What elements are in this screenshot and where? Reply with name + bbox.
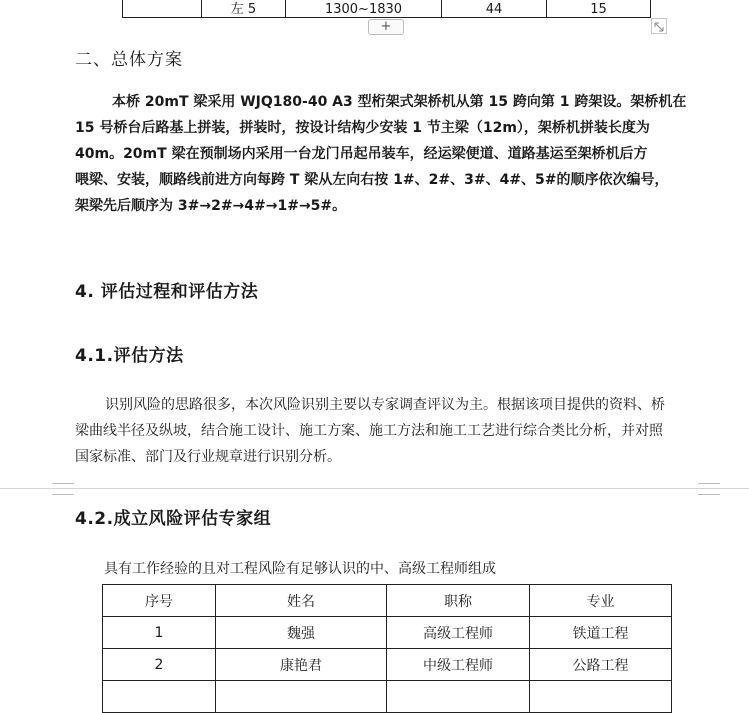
table-header-cell[interactable]: 姓名 <box>216 585 387 617</box>
table-cell[interactable]: 1 <box>103 617 216 649</box>
paragraph-line: 15 号桥台后路基上拼装，拼装时，按设计结构少安装 1 节主梁（12m），架桥机拼装长度为 <box>75 120 650 136</box>
paragraph-line: 40m。20mT 梁在预制场内采用一台龙门吊起吊装车，经运梁便道、道路基运至架桥机后方 <box>75 146 648 162</box>
table-row <box>123 0 651 18</box>
table-resize-handle[interactable] <box>651 18 667 34</box>
overall-plan-paragraph <box>75 89 705 219</box>
add-table-row-button[interactable]: + <box>368 19 404 35</box>
page-margin-mark <box>52 483 74 495</box>
table-header-cell[interactable]: 职称 <box>387 585 530 617</box>
resize-arrows-icon <box>652 20 666 34</box>
table-cell[interactable]: 2 <box>103 649 216 681</box>
paragraph-line: 本桥 20mT 梁采用 WJQ180-40 A3 型桁架式架桥机从第 15 跨向第 1 跨架设。架桥机在 <box>112 94 687 110</box>
section-heading-evaluation-method: 4.1.评估方法 <box>75 346 184 366</box>
table-cell[interactable]: 康艳君 <box>216 649 387 681</box>
table-header-row <box>103 585 672 617</box>
table-cell[interactable] <box>216 681 387 713</box>
table-cell[interactable]: 魏强 <box>216 617 387 649</box>
table-cell[interactable]: 1300~1830 <box>286 0 442 18</box>
previous-table-fragment <box>122 0 651 18</box>
paragraph-line: 架梁先后顺序为 3#→2#→4#→1#→5#。 <box>75 198 347 214</box>
table-cell[interactable] <box>387 681 530 713</box>
table-header-cell[interactable]: 专业 <box>530 585 672 617</box>
table-cell[interactable]: 中级工程师 <box>387 649 530 681</box>
expert-group-intro: 具有工作经验的且对工程风险有足够认识的中、高级工程师组成 <box>104 561 496 577</box>
section-heading-overall-plan: 二、总体方案 <box>75 50 183 70</box>
table-row <box>103 649 672 681</box>
table-cell[interactable]: 15 <box>547 0 651 18</box>
table-cell[interactable] <box>530 681 672 713</box>
page-break-divider <box>0 488 749 489</box>
table-cell[interactable] <box>103 681 216 713</box>
expert-table <box>102 584 672 713</box>
table-row <box>103 681 672 713</box>
table-header-cell[interactable]: 序号 <box>103 585 216 617</box>
table-cell[interactable]: 44 <box>442 0 547 18</box>
paragraph-line: 国家标准、部门及行业规章进行识别分析。 <box>75 449 341 465</box>
table-cell[interactable]: 铁道工程 <box>530 617 672 649</box>
table-row <box>103 617 672 649</box>
page-margin-mark <box>698 483 720 495</box>
section-heading-expert-group: 4.2.成立风险评估专家组 <box>75 509 272 529</box>
paragraph-line: 喂梁、安装，顺路线前进方向每跨 T 梁从左向右按 1#、2#、3#、4#、5#的顺序依次编号， <box>75 172 669 188</box>
table-cell[interactable]: 左 5 <box>202 0 286 18</box>
table-cell[interactable] <box>123 0 202 18</box>
paragraph-line: 梁曲线半径及纵坡，结合施工设计、施工方案、施工方法和施工工艺进行综合类比分析，并对照 <box>75 423 663 439</box>
section-heading-evaluation: 4. 评估过程和评估方法 <box>75 282 259 302</box>
paragraph-line: 识别风险的思路很多，本次风险识别主要以专家调查评议为主。根据该项目提供的资料、桥 <box>105 397 665 413</box>
evaluation-method-paragraph <box>75 392 705 470</box>
table-cell[interactable]: 公路工程 <box>530 649 672 681</box>
table-cell[interactable]: 高级工程师 <box>387 617 530 649</box>
